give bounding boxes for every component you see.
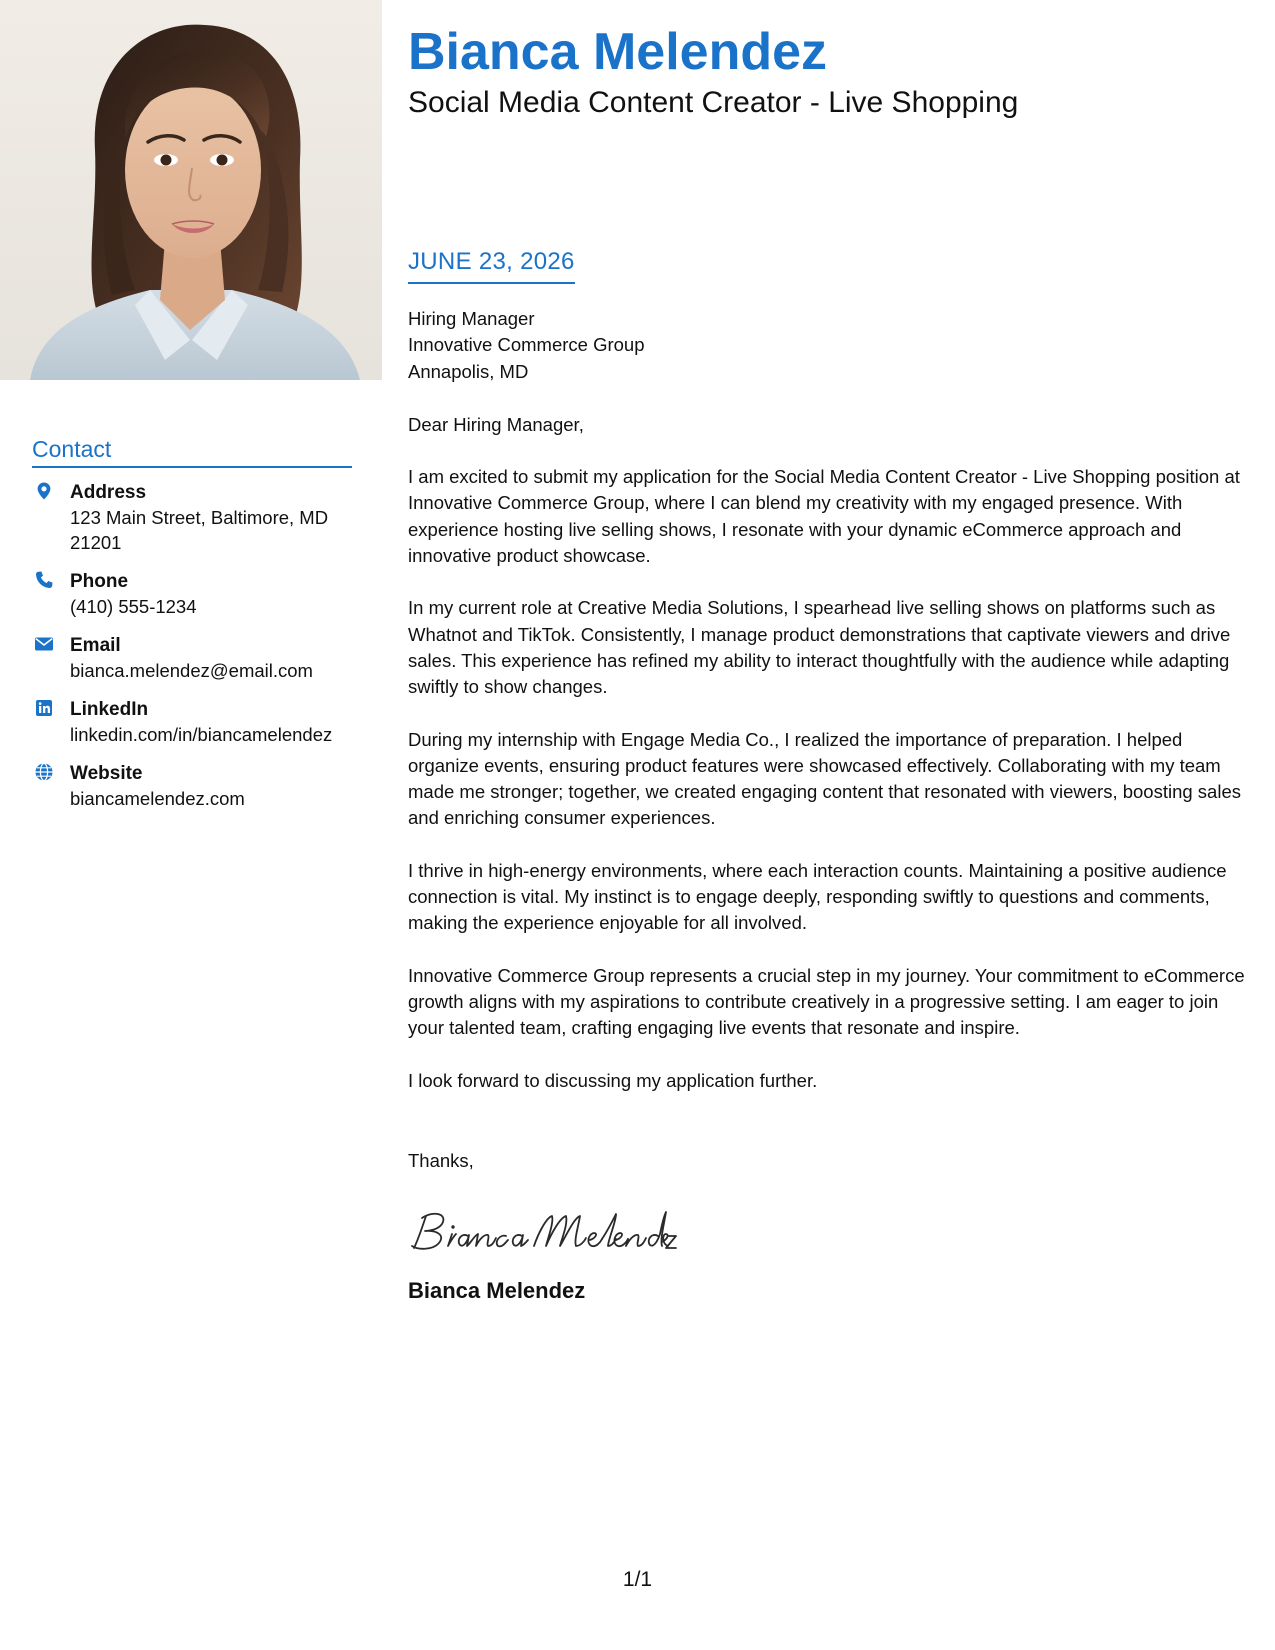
contact-label-address: Address [70, 482, 147, 503]
linkedin-icon [34, 698, 54, 718]
signature-icon [408, 1204, 678, 1260]
contact-value-website[interactable]: biancamelendez.com [70, 788, 245, 809]
recipient-company: Innovative Commerce Group [408, 334, 645, 356]
signed-name: Bianca Melendez [408, 1278, 586, 1304]
body-paragraph: I thrive in high-energy environments, where each interaction counts. Maintaining a positive audience connection is vital. My instinct is to engage deeply, responding swiftly to questions and comments, making the experience enjoyable for all involved. [408, 859, 1227, 934]
contact-label-email: Email [70, 635, 121, 656]
sign-off: Thanks, [408, 1149, 474, 1171]
job-title: Social Media Content Creator - Live Shopping [408, 86, 1019, 119]
contact-value-address: 123 Main Street, Baltimore, MD 21201 [70, 507, 329, 553]
contact-value-email[interactable]: bianca.melendez@email.com [70, 660, 313, 681]
body-paragraph: In my current role at Creative Media Solutions, I spearhead live selling shows on platforms such as Whatnot and TikTok. Consistently, I manage product demonstrations that captivate viewers and drive sales. This experience has refined my ability to interact thoughtfully with the audience while adapting swiftly to show changes. [408, 597, 1231, 698]
salutation: Dear Hiring Manager, [408, 413, 584, 435]
date-block [408, 248, 575, 284]
page-number: 1/1 [622, 1568, 653, 1591]
contact-value-linkedin[interactable]: linkedin.com/in/biancamelendez [70, 724, 333, 745]
contact-label-website: Website [70, 763, 143, 784]
recipient-title: Hiring Manager [408, 308, 535, 329]
location-pin-icon [34, 481, 54, 501]
contact-label-linkedin: LinkedIn [70, 699, 149, 720]
envelope-icon [34, 634, 54, 654]
body-paragraph: I am excited to submit my application for the Social Media Content Creator - Live Shopping position at Innovative Commerce Group, where I can blend my creativity with my engaged presence. With experience hosting live selling shows, I resonate with your dynamic eCommerce approach and innovative product showcase. [408, 466, 1240, 567]
contact-item-linkedin [32, 697, 352, 747]
portrait-photo-icon [0, 0, 382, 380]
recipient-location: Annapolis, MD [408, 360, 529, 382]
contact-heading: Contact [32, 436, 352, 468]
contact-section [32, 436, 352, 825]
contact-item-address [32, 480, 352, 555]
contact-value-phone: (410) 555-1234 [70, 596, 197, 617]
profile-photo [0, 0, 382, 380]
body-paragraph: During my internship with Engage Media Co., I realized the importance of preparation. I helped organize events, ensuring product features were showcased effectively. Collaborating with my team made me stronger; together, we created engaging content that resonated with viewers, boosting sales and enriching consumer experiences. [408, 728, 1241, 829]
letter-header [408, 22, 1248, 122]
contact-item-phone [32, 569, 352, 619]
applicant-name: Bianca Melendez [408, 23, 828, 81]
body-paragraph: Innovative Commerce Group represents a crucial step in my journey. Your commitment to eCommerce growth aligns with my aspirations to contribute creatively in a progressive setting. I am eager to join your talented team, crafting engaging live events that resonate and inspire. [408, 964, 1245, 1039]
letter-date: JUNE 23, 2026 [408, 248, 575, 284]
phone-icon [34, 570, 54, 590]
globe-icon [34, 762, 54, 782]
contact-item-email [32, 633, 352, 683]
handwritten-signature [408, 1204, 1254, 1260]
letter-body [408, 306, 1254, 1304]
contact-item-website [32, 761, 352, 811]
closing-line: I look forward to discussing my application further. [408, 1069, 818, 1091]
recipient-block [408, 306, 1254, 385]
contact-label-phone: Phone [70, 571, 129, 592]
